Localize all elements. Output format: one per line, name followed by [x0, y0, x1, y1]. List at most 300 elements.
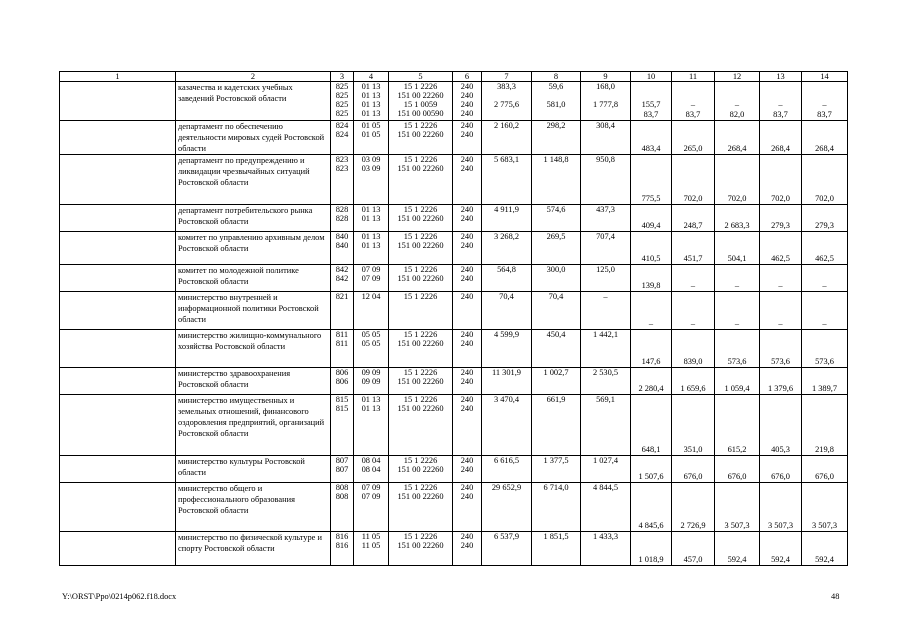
target-article-code — [389, 82, 453, 121]
cell-value: 437,3 — [596, 205, 615, 214]
cell-value: 4 599,9 — [493, 330, 520, 339]
cell-value: 1 377,5 — [543, 456, 569, 465]
col-header: 5 — [389, 72, 453, 82]
grbs-code — [331, 395, 354, 456]
section-code — [354, 232, 389, 265]
value-c9 — [581, 82, 631, 121]
value-c12: 1 059,4 — [715, 368, 760, 395]
cell-line: 151 00 22260 — [397, 164, 444, 173]
target-article-code — [389, 456, 453, 483]
cell-line: 240 — [460, 155, 474, 164]
table-row — [60, 232, 848, 265]
footer-page-number: 48 — [831, 592, 840, 601]
header-row — [60, 72, 848, 82]
value-c13: 676,0 — [760, 456, 802, 483]
cell-line: 816 — [335, 532, 349, 541]
cell-line: 01 13 — [361, 395, 381, 404]
expense-type-code — [453, 330, 482, 368]
value-c8 — [532, 532, 581, 566]
cell-value: 5 683,1 — [493, 155, 520, 164]
target-article-code — [389, 368, 453, 395]
value-c7 — [482, 121, 532, 155]
organization-name: комитет по молодежной политике Ростовской области — [176, 265, 331, 292]
cell-line: 240 — [460, 164, 474, 173]
section-code — [354, 205, 389, 232]
cell-value: 2 530,5 — [592, 368, 619, 377]
value-c10: 2 280,4 — [631, 368, 672, 395]
cell-line: 01 13 — [361, 232, 381, 241]
cell-line: 15 1 2226 — [403, 232, 438, 241]
cell-line: 15 1 0059 — [403, 100, 438, 109]
footer-file-path: Y:\ORST\Ppo\0214p062.f18.docx — [62, 592, 177, 601]
budget-table — [59, 71, 848, 566]
col-header: 10 — [631, 72, 672, 82]
target-article-code — [389, 395, 453, 456]
col-header: 13 — [760, 72, 802, 82]
target-article-code — [389, 232, 453, 265]
cell-line: 151 00 22260 — [397, 404, 444, 413]
blank-cell — [60, 368, 176, 395]
organization-name: департамент по обеспечению деятельности мировых судей Ростовской области — [176, 121, 331, 155]
cell-line: 09 09 — [361, 368, 381, 377]
cell-line: 240 — [460, 368, 474, 377]
grbs-code — [331, 368, 354, 395]
section-code — [354, 483, 389, 532]
col-header: 1 — [60, 72, 176, 82]
col-header: 8 — [532, 72, 581, 82]
value-c11: 248,7 — [672, 205, 715, 232]
cell-line: 824 — [335, 130, 349, 139]
value-c14: – 83,7 — [802, 82, 848, 121]
cell-value: 3 268,2 — [493, 232, 520, 241]
cell-line: 825 — [335, 91, 349, 100]
cell-line: 240 — [460, 205, 474, 214]
cell-line: 11 05 — [361, 532, 381, 541]
cell-line: 151 00 00590 — [397, 109, 444, 118]
col-header: 11 — [672, 72, 715, 82]
cell-line: 01 13 — [361, 205, 381, 214]
cell-line: 808 — [335, 492, 349, 501]
cell-line: 07 09 — [361, 265, 381, 274]
table-row — [60, 82, 848, 121]
target-article-code — [389, 265, 453, 292]
cell-value: 168,0 — [596, 82, 615, 91]
cell-line: 08 04 — [361, 465, 381, 474]
table-row — [60, 121, 848, 155]
value-c12: 702,0 — [715, 155, 760, 205]
cell-line: 151 00 22260 — [397, 465, 444, 474]
value-c11: 1 659,6 — [672, 368, 715, 395]
value-c7 — [482, 532, 532, 566]
target-article-code — [389, 155, 453, 205]
cell-line: 240 — [460, 404, 474, 413]
cell-line: 240 — [460, 330, 474, 339]
value-c7 — [482, 155, 532, 205]
table-row — [60, 155, 848, 205]
cell-value: – — [603, 292, 608, 301]
grbs-code — [331, 456, 354, 483]
cell-line: 01 13 — [361, 241, 381, 250]
value-c10: 410,5 — [631, 232, 672, 265]
value-c10: 409,4 — [631, 205, 672, 232]
target-article-code — [389, 292, 453, 330]
value-c9 — [581, 456, 631, 483]
value-c8 — [532, 456, 581, 483]
value-c9 — [581, 368, 631, 395]
cell-line: 840 — [335, 232, 349, 241]
value-c12: 676,0 — [715, 456, 760, 483]
cell-line: 811 — [335, 330, 349, 339]
cell-line: 824 — [335, 121, 349, 130]
value-c8 — [532, 395, 581, 456]
value-c13: – 83,7 — [760, 82, 802, 121]
cell-line: 01 13 — [361, 214, 381, 223]
cell-line: 240 — [460, 274, 474, 283]
expense-type-code — [453, 155, 482, 205]
value-c10: 1 507,6 — [631, 456, 672, 483]
cell-line: 825 — [335, 100, 349, 109]
value-c8 — [532, 155, 581, 205]
organization-name: казачества и кадетских учебных заведений Ростовской области — [176, 82, 331, 121]
value-c12: 268,4 — [715, 121, 760, 155]
cell-line: 240 — [460, 483, 474, 492]
cell-value: 6 714,0 — [543, 483, 569, 492]
cell-value: 6 537,9 — [493, 532, 520, 541]
cell-line: 240 — [460, 532, 474, 541]
cell-value: 1 002,7 — [543, 368, 569, 377]
cell-line: 240 — [460, 121, 474, 130]
cell-line: 15 1 2226 — [403, 155, 438, 164]
value-c8 — [532, 205, 581, 232]
target-article-code — [389, 532, 453, 566]
cell-value: 269,5 — [546, 232, 566, 241]
blank-cell — [60, 205, 176, 232]
cell-value: 574,6 — [546, 205, 566, 214]
section-code — [354, 368, 389, 395]
cell-value: 450,4 — [546, 330, 566, 339]
cell-value: 59,6 — [548, 82, 564, 91]
expense-type-code — [453, 292, 482, 330]
value-c13: 592,4 — [760, 532, 802, 566]
cell-line: 806 — [335, 377, 349, 386]
value-c8 — [532, 330, 581, 368]
cell-line: 240 — [460, 214, 474, 223]
cell-line: 11 05 — [361, 541, 381, 550]
value-c9 — [581, 532, 631, 566]
cell-line: 15 1 2226 — [403, 121, 438, 130]
cell-value: 4 844,5 — [592, 483, 619, 492]
cell-line: 807 — [335, 465, 349, 474]
cell-line: 12 04 — [361, 292, 381, 301]
value-c7 — [482, 205, 532, 232]
value-c9 — [581, 121, 631, 155]
blank-cell — [60, 155, 176, 205]
cell-line: 01 13 — [361, 82, 381, 91]
cell-value: 308,4 — [596, 121, 615, 130]
value-c14: 268,4 — [802, 121, 848, 155]
value-c11: – — [672, 292, 715, 330]
table-row — [60, 483, 848, 532]
expense-type-code — [453, 205, 482, 232]
value-c13: 268,4 — [760, 121, 802, 155]
cell-value: 383,3 — [497, 82, 516, 91]
cell-gap — [534, 91, 578, 100]
cell-value: 298,2 — [546, 121, 566, 130]
grbs-code — [331, 82, 354, 121]
value-c8 — [532, 232, 581, 265]
cell-line: 151 00 22260 — [397, 91, 444, 100]
value-c10: 155,7 83,7 — [631, 82, 672, 121]
cell-value: 1 148,8 — [543, 155, 569, 164]
section-code — [354, 330, 389, 368]
cell-value: 564,8 — [497, 265, 516, 274]
organization-name: министерство внутренней и информационной политики Ростовской области — [176, 292, 331, 330]
organization-name: министерство имущественных и земельных отношений, финансового оздоровления предприятий, организаций Ростовской области — [176, 395, 331, 456]
cell-line: 821 — [335, 292, 349, 301]
blank-cell — [60, 292, 176, 330]
value-c13: 573,6 — [760, 330, 802, 368]
value-c10: 147,6 — [631, 330, 672, 368]
cell-line: 806 — [335, 368, 349, 377]
value-c7 — [482, 265, 532, 292]
value-c11: 265,0 — [672, 121, 715, 155]
value-c14: 3 507,3 — [802, 483, 848, 532]
value-c7 — [482, 82, 532, 121]
cell-line: 01 13 — [361, 109, 381, 118]
value-c10: 1 018,9 — [631, 532, 672, 566]
section-code — [354, 82, 389, 121]
cell-line: 15 1 2226 — [403, 82, 438, 91]
cell-line: 240 — [460, 241, 474, 250]
grbs-code — [331, 265, 354, 292]
value-c13: – — [760, 265, 802, 292]
expense-type-code — [453, 232, 482, 265]
cell-value: 1 433,3 — [592, 532, 619, 541]
cell-line: 823 — [335, 155, 349, 164]
value-c14: – — [802, 265, 848, 292]
value-c9 — [581, 483, 631, 532]
value-c7 — [482, 330, 532, 368]
cell-line: 15 1 2226 — [403, 205, 438, 214]
cell-line: 825 — [335, 82, 349, 91]
cell-line: 151 00 22260 — [397, 541, 444, 550]
value-c12: 3 507,3 — [715, 483, 760, 532]
grbs-code — [331, 205, 354, 232]
cell-line: 09 09 — [361, 377, 381, 386]
cell-value: 950,8 — [596, 155, 615, 164]
value-c9 — [581, 330, 631, 368]
value-c7 — [482, 456, 532, 483]
cell-value: 125,0 — [596, 265, 615, 274]
cell-line: 15 1 2226 — [403, 265, 438, 274]
value-c11: 702,0 — [672, 155, 715, 205]
cell-line: 815 — [335, 395, 349, 404]
value-c9 — [581, 232, 631, 265]
value-c12: 615,2 — [715, 395, 760, 456]
cell-value: 1 442,1 — [592, 330, 619, 339]
expense-type-code — [453, 395, 482, 456]
value-c12: 592,4 — [715, 532, 760, 566]
table-row — [60, 532, 848, 566]
section-code — [354, 155, 389, 205]
grbs-code — [331, 532, 354, 566]
value-c10: 648,1 — [631, 395, 672, 456]
value-c14: 219,8 — [802, 395, 848, 456]
cell-line: 08 04 — [361, 456, 381, 465]
cell-line: 15 1 2226 — [403, 456, 438, 465]
table-row — [60, 330, 848, 368]
organization-name: министерство общего и профессионального образования Ростовской области — [176, 483, 331, 532]
cell-line: 15 1 2226 — [403, 395, 438, 404]
cell-line: 03 09 — [361, 164, 381, 173]
cell-line: 01 13 — [361, 91, 381, 100]
value-c9 — [581, 205, 631, 232]
col-header: 12 — [715, 72, 760, 82]
cell-line: 15 1 2226 — [403, 368, 438, 377]
target-article-code — [389, 330, 453, 368]
cell-line: 842 — [335, 274, 349, 283]
value-c8 — [532, 292, 581, 330]
cell-line: 240 — [460, 232, 474, 241]
section-code — [354, 532, 389, 566]
blank-cell — [60, 330, 176, 368]
table-row — [60, 395, 848, 456]
table-row — [60, 205, 848, 232]
cell-line: 151 00 22260 — [397, 339, 444, 348]
value-c9 — [581, 395, 631, 456]
target-article-code — [389, 205, 453, 232]
section-code — [354, 265, 389, 292]
cell-line: 03 09 — [361, 155, 381, 164]
cell-line: 240 — [460, 492, 474, 501]
table-row — [60, 368, 848, 395]
cell-line: 823 — [335, 164, 349, 173]
cell-line: 01 13 — [361, 100, 381, 109]
value-c14: 592,4 — [802, 532, 848, 566]
col-header: 4 — [354, 72, 389, 82]
cell-line: 240 — [460, 292, 474, 301]
value-c10: 483,4 — [631, 121, 672, 155]
cell-value: 1 027,4 — [592, 456, 619, 465]
cell-line: 240 — [460, 100, 474, 109]
cell-value: 2 160,2 — [493, 121, 520, 130]
value-c12: 504,1 — [715, 232, 760, 265]
cell-line: 151 00 22260 — [397, 492, 444, 501]
cell-line: 240 — [460, 109, 474, 118]
cell-value: 707,4 — [596, 232, 615, 241]
cell-line: 01 05 — [361, 130, 381, 139]
cell-line: 151 00 22260 — [397, 274, 444, 283]
value-c13: 405,3 — [760, 395, 802, 456]
cell-value: 1 851,5 — [543, 532, 569, 541]
value-c14: 279,3 — [802, 205, 848, 232]
value-c7 — [482, 292, 532, 330]
grbs-code — [331, 155, 354, 205]
value-c13: 462,5 — [760, 232, 802, 265]
cell-value: 300,0 — [546, 265, 566, 274]
cell-line: 151 00 22260 — [397, 214, 444, 223]
value-c13: – — [760, 292, 802, 330]
expense-type-code — [453, 265, 482, 292]
value-c14: 676,0 — [802, 456, 848, 483]
value-c7 — [482, 395, 532, 456]
cell-line: 240 — [460, 395, 474, 404]
cell-line: 842 — [335, 265, 349, 274]
cell-line: 05 05 — [361, 339, 381, 348]
value-c14: – — [802, 292, 848, 330]
blank-cell — [60, 395, 176, 456]
cell-line: 07 09 — [361, 492, 381, 501]
cell-value: 70,4 — [548, 292, 564, 301]
cell-value: 6 616,5 — [493, 456, 520, 465]
cell-value: 4 911,9 — [494, 205, 519, 214]
cell-value: 29 652,9 — [491, 483, 522, 492]
cell-value: 661,9 — [546, 395, 566, 404]
cell-line: 815 — [335, 404, 349, 413]
value-c7 — [482, 232, 532, 265]
organization-name: департамент по предупреждению и ликвидации чрезвычайных ситуаций Ростовской области — [176, 155, 331, 205]
value-c14: 702,0 — [802, 155, 848, 205]
cell-line: 240 — [460, 541, 474, 550]
cell-value: 569,1 — [596, 395, 615, 404]
organization-name: министерство культуры Ростовской области — [176, 456, 331, 483]
cell-value: 3 470,4 — [493, 395, 520, 404]
value-c7 — [482, 483, 532, 532]
cell-line: 15 1 2226 — [403, 292, 438, 301]
cell-line: 828 — [335, 214, 349, 223]
value-c13: 279,3 — [760, 205, 802, 232]
organization-name: департамент потребительского рынка Ростовской области — [176, 205, 331, 232]
cell-line: 808 — [335, 483, 349, 492]
cell-gap — [583, 91, 628, 100]
cell-line: 240 — [460, 265, 474, 274]
value-c8 — [532, 483, 581, 532]
col-header: 9 — [581, 72, 631, 82]
col-header: 3 — [331, 72, 354, 82]
expense-type-code — [453, 82, 482, 121]
value-c11: 351,0 — [672, 395, 715, 456]
value-c11: 451,7 — [672, 232, 715, 265]
expense-type-code — [453, 368, 482, 395]
organization-name: комитет по управлению архивным делом Ростовской области — [176, 232, 331, 265]
cell-line: 151 00 22260 — [397, 377, 444, 386]
value-c7 — [482, 368, 532, 395]
cell-line: 15 1 2226 — [403, 483, 438, 492]
target-article-code — [389, 121, 453, 155]
cell-line: 240 — [460, 465, 474, 474]
cell-line: 151 00 22260 — [397, 130, 444, 139]
grbs-code — [331, 121, 354, 155]
table-row — [60, 292, 848, 330]
grbs-code — [331, 292, 354, 330]
value-c13: 702,0 — [760, 155, 802, 205]
expense-type-code — [453, 483, 482, 532]
cell-value: 1 777,8 — [592, 100, 619, 109]
value-c11: 676,0 — [672, 456, 715, 483]
expense-type-code — [453, 121, 482, 155]
col-header: 14 — [802, 72, 848, 82]
section-code — [354, 395, 389, 456]
section-code — [354, 456, 389, 483]
value-c11: 839,0 — [672, 330, 715, 368]
table-row — [60, 456, 848, 483]
value-c13: 1 379,6 — [760, 368, 802, 395]
cell-value: 70,4 — [499, 292, 514, 301]
cell-line: 151 00 22260 — [397, 241, 444, 250]
value-c9 — [581, 292, 631, 330]
cell-line: 01 13 — [361, 404, 381, 413]
cell-line: 07 09 — [361, 274, 381, 283]
